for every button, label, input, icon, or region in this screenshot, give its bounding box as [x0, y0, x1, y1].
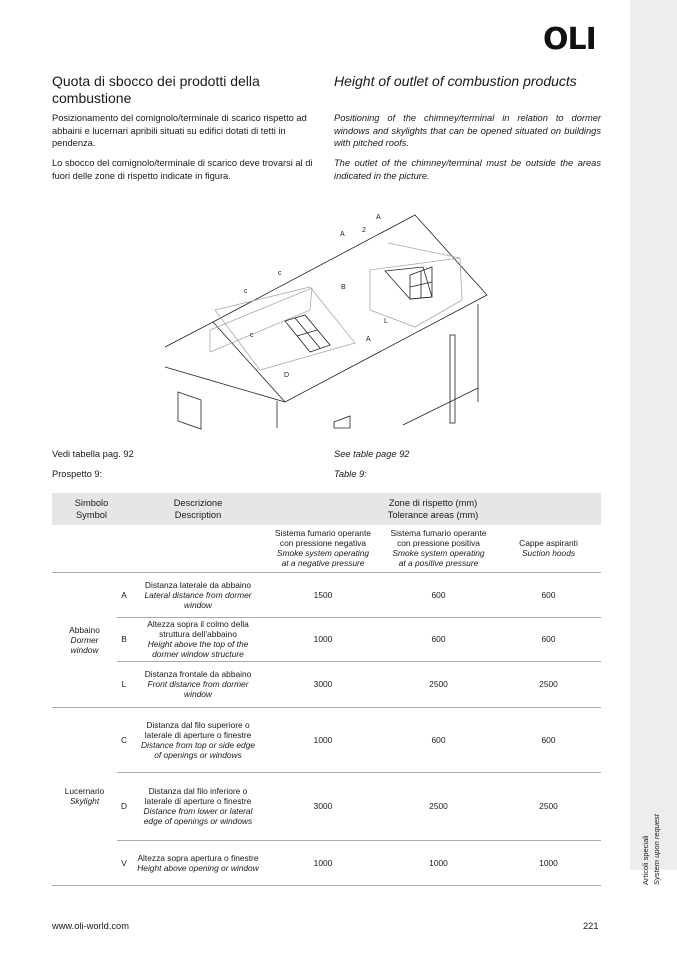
tolerance-table [52, 493, 601, 886]
rule-it: Lo sbocco del comignolo/terminale di scarico deve trovarsi al di fuori delle zone di rispetto indicate in figura. [52, 158, 313, 181]
value-cell: 1000 [381, 840, 496, 885]
group-cell: Lucernario Skylight [52, 707, 117, 885]
group-cell: Abbaino Dormer window [52, 572, 117, 707]
intro-en: Positioning of the chimney/terminal in relation to dormer windows and skylights that can be opened situated on buildings with pitched roofs. [334, 113, 601, 148]
tolerance-zones [210, 243, 462, 370]
oli-logo: OLI [543, 22, 596, 57]
value-cell: 3000 [265, 661, 381, 707]
house-outline [165, 215, 487, 429]
footer-url[interactable]: www.oli-world.com [52, 921, 129, 931]
symbol-cell: A [117, 572, 131, 617]
table-row [52, 617, 601, 661]
value-cell: 2500 [381, 661, 496, 707]
description-cell: Altezza sopra il colmo della struttura dell’abbaino Height above the top of the dormer window structure [131, 617, 265, 661]
page-number: 221 [583, 921, 599, 931]
side-tab-label: Articoli speciali System upon request [641, 814, 661, 885]
value-cell: 1500 [265, 572, 381, 617]
value-cell: 1000 [496, 840, 601, 885]
table-row [52, 840, 601, 885]
table-row [52, 572, 601, 617]
roof-diagram [160, 200, 500, 440]
side-tab [630, 0, 677, 870]
intro-it: Posizionamento del comignolo/terminale di scarico rispetto ad abbaini e lucernari apribili situati su edifici dotati di tetti in pendenza. [52, 113, 307, 148]
description-cell: Distanza dal filo inferiore o laterale di aperture o finestre Distance from lower or lateral edge of openings or windows [131, 772, 265, 840]
description-cell: Distanza laterale da abbaino Lateral distance from dormer window [131, 572, 265, 617]
table-row [52, 661, 601, 707]
symbol-cell: D [117, 772, 131, 840]
value-cell: 2500 [496, 661, 601, 707]
table-caption-it: Prospetto 9: [52, 469, 103, 479]
value-cell: 600 [381, 617, 496, 661]
value-cell: 2500 [496, 772, 601, 840]
dormer [385, 267, 432, 299]
symbol-cell: L [117, 661, 131, 707]
value-cell: 3000 [265, 772, 381, 840]
value-cell: 1000 [265, 617, 381, 661]
table-caption-en: Table 9: [334, 469, 367, 479]
see-table-en: See table page 92 [334, 449, 410, 459]
description-cell: Altezza sopra apertura o finestre Height above opening or window [131, 840, 265, 885]
description-cell: Distanza dal filo superiore o laterale di aperture o finestre Distance from top or side edge of openings or windows [131, 707, 265, 772]
title-en: Height of outlet of combustion products [334, 73, 577, 89]
symbol-cell: C [117, 707, 131, 772]
value-cell: 600 [381, 572, 496, 617]
title-it: Quota di sbocco dei prodotti della combustione [52, 73, 260, 106]
table-subheader: Sistema fumario operante con pressione negativa Smoke system operating at a negative pressure Sistema fumario operante con pressione positiva Smoke system operating at a positive pressure Cappe aspiranti Suction hoods [52, 525, 601, 572]
table-row [52, 707, 601, 772]
symbol-cell: V [117, 840, 131, 885]
value-cell: 1000 [265, 840, 381, 885]
description-cell: Distanza frontale da abbaino Front distance from dormer window [131, 661, 265, 707]
value-cell: 600 [381, 707, 496, 772]
rule-en: The outlet of the chimney/terminal must be outside the areas indicated in the picture. [334, 158, 601, 181]
symbol-cell: B [117, 617, 131, 661]
value-cell: 600 [496, 617, 601, 661]
value-cell: 1000 [265, 707, 381, 772]
value-cell: 600 [496, 707, 601, 772]
value-cell: 600 [496, 572, 601, 617]
skylight [285, 315, 330, 352]
see-table-it: Vedi tabella pag. 92 [52, 449, 134, 459]
value-cell: 2500 [381, 772, 496, 840]
table-header: Simbolo Symbol Descrizione Description Zone di rispetto (mm) Tolerance areas (mm) [52, 493, 601, 525]
table-row [52, 772, 601, 840]
